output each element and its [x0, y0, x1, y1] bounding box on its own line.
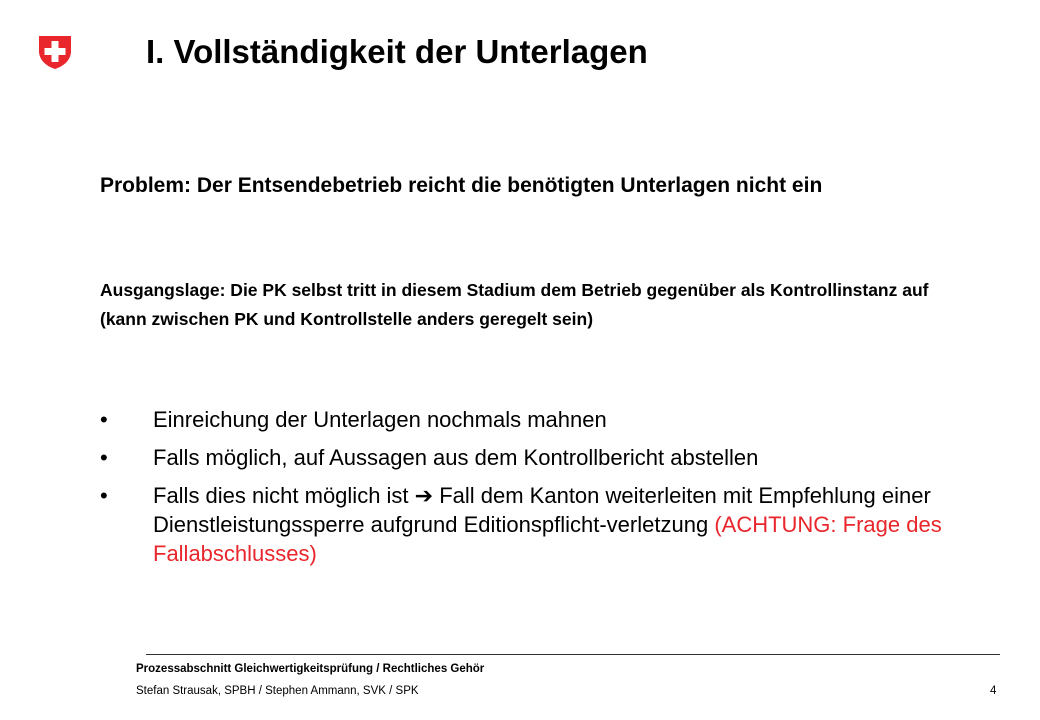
footer-divider [146, 654, 1000, 655]
bullet-text-start: Falls dies nicht möglich ist [153, 483, 415, 508]
bullet-dot: • [100, 407, 108, 432]
problem-statement: Problem: Der Entsendebetrieb reicht die benötigten Unterlagen nicht ein [100, 174, 823, 197]
bullet-item [100, 405, 960, 434]
bullet-list [100, 405, 960, 577]
arrow-right-icon: ➔ [414, 483, 434, 508]
initial-situation: Ausgangslage: Die PK selbst tritt in diesem Stadium dem Betrieb gegenüber als Kontrollinstanz auf (kann zwischen PK und Kontrollstelle anders geregelt sein) [100, 280, 929, 329]
page-number: 4 [990, 685, 997, 697]
bullet-item [100, 481, 960, 568]
bullet-text-continued: Fall dem Kanton weiterleiten mit Empfehlung einer Dienstleistungssperre aufgrund Editionspflicht-verletzung [153, 483, 931, 537]
slide-title: I. Vollständigkeit der Unterlagen [146, 33, 648, 70]
swiss-cross-shield-icon [37, 34, 73, 70]
bullet-dot: • [100, 483, 108, 508]
footer-authors: Stefan Strausak, SPBH / Stephen Ammann, SVK / SPK [136, 685, 419, 697]
bullet-dot: • [100, 445, 108, 470]
bullet-item [100, 443, 960, 472]
bullet-text: Falls möglich, auf Aussagen aus dem Kontrollbericht abstellen [153, 445, 759, 470]
bullet-text: Einreichung der Unterlagen nochmals mahnen [153, 407, 607, 432]
footer-section-title: Prozessabschnitt Gleichwertigkeitsprüfung / Rechtliches Gehör [136, 663, 485, 675]
warning-note: (ACHTUNG: Frage des Fallabschlusses) [153, 512, 942, 566]
